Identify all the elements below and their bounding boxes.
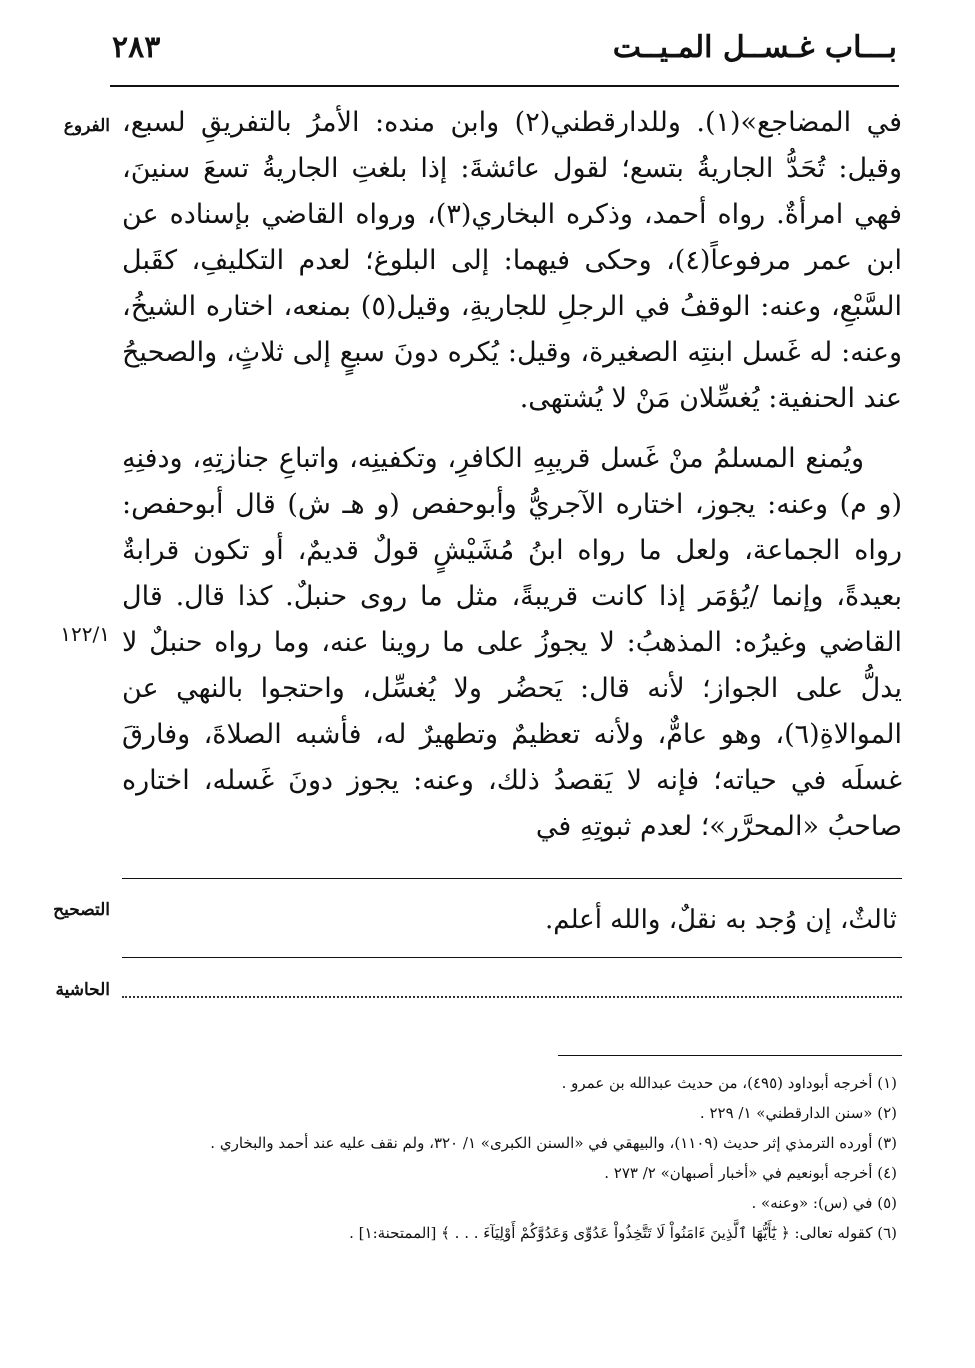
footnote-4: (٤) أخرجه أبونعيم في «أخبار أصبهان» ٢/ ٢٧٣ . — [604, 1164, 897, 1182]
footnote-2: (٢) «سنن الدارقطني» ١/ ٢٢٩ . — [699, 1104, 897, 1122]
footnote-6: (٦) كقوله تعالى: ﴿ يَٰٓأَيُّهَا ٱلَّذِينَ ءَامَنُواْ لَا تَتَّخِذُواْ عَدُوِّى وَعَدُوَّكُمْ أَوْلِيَآءَ . . . ﴾ [الممتحنة:١] . — [349, 1224, 897, 1242]
hashiya-dotted-line — [122, 996, 902, 998]
main-text — [122, 100, 902, 850]
header-rule — [110, 85, 899, 87]
paragraph-2: ويُمنع المسلمُ منْ غَسل قريبِهِ الكافرِ، وتكفينِه، واتباعِ جنازتِهِ، ودفنِهِ (و م) وعنه: يجوز، اختاره الآجريُّ وأبوحفص (و هـ ش) قال أبوحفص: رواه الجماعة، ولعل ما رواه ابنُ مُشَيْشٍ قولٌ قديمٌ، أو تكون قرابةٌ بعيدةً، وإنما /يُؤمَر إذا كانت قريبةً، مثل ما روى حنبلٌ. كذا قال. قال القاضي وغيرُه: المذهبُ: لا يجوزُ على ما روينا عنه، وما رواه حنبلٌ لا يدلُّ على الجواز؛ لأنه قال: يَحضُر ولا يُغسِّل، واحتجوا بالنهي عن الموالاةِ(٦)، وهو عامٌّ، ولأنه تعظيمٌ وتطهيرٌ له، فأشبه الصلاةَ، وفارقَ غسلَه في حياته؛ فإنه لا يَقصدُ ذلك، وعنه: يجوز دونَ غَسله، اختاره صاحبُ «المحرَّر»؛ لعدم ثبوتِهِ في — [122, 443, 902, 842]
running-head: بـــاب غـســل المـيــت — [612, 30, 897, 65]
footnote-3: (٣) أورده الترمذي إثر حديث (١١٠٩)، والبيهقي في «السنن الكبرى» ١/ ٣٢٠، ولم نقف عليه عند أحمد والبخاري . — [210, 1134, 897, 1152]
margin-label-furu: الفروع — [63, 116, 110, 136]
paragraph-1: في المضاجع»(١). وللدارقطني(٢) وابن منده: الأمرُ بالتفريقِ لسبع، وقيل: تُحَدُّ الجاريةُ بتسع؛ لقول عائشةَ: إذا بلغتِ الجاريةُ تسعَ سنينَ، فهي امرأةٌ. رواه أحمد، وذكره البخاري(٣)، ورواه القاضي بإسناده عن ابن عمر مرفوعاً(٤)، وحكى فيهما: إلى البلوغ؛ لعدم التكليفِ، كقَبل السَّبْعِ، وعنه: الوقفُ في الرجلِ للجاريةِ، وقيل(٥) بمنعه، اختاره الشيخُ، وعنه: له غَسل ابنتِه الصغيرة، وقيل: يُكره دونَ سبعٍ إلى ثلاثٍ، والصحيحُ عند الحنفية: يُغسِّلان مَنْ لا يُشتهى. — [122, 107, 903, 414]
main-text-rule — [122, 878, 902, 879]
footnote-5: (٥) في (س): «وعنه» . — [751, 1194, 897, 1212]
footnote-1: (١) أخرجه أبوداود (٤٩٥)، من حديث عبدالله بن عمرو . — [561, 1074, 897, 1092]
page-number: ٢٨٣ — [112, 30, 161, 65]
margin-volume-ref: ١٢٢/١ — [60, 622, 110, 646]
margin-label-tashih: التصحيح — [53, 900, 110, 920]
tashih-text: ثالثٌ، إن وُجد به نقلٌ، والله أعلم. — [545, 905, 897, 935]
tashih-rule — [122, 957, 902, 958]
footnotes — [100, 1068, 897, 1248]
footnote-separator — [558, 1055, 902, 1056]
margin-label-hashiya: الحاشية — [55, 980, 110, 1000]
